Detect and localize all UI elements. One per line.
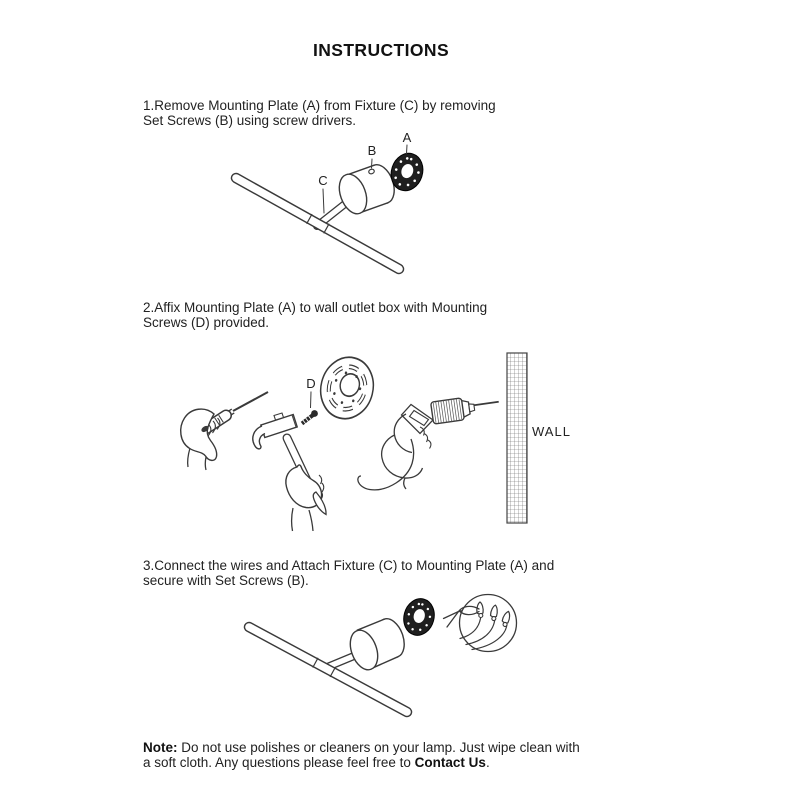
mounting-plate-a-large (314, 352, 379, 425)
contact-us-text: Contact Us (414, 754, 486, 770)
label-d: D (306, 376, 316, 391)
step-3-text (143, 559, 554, 588)
step-3-line-2: secure with Set Screws (B). (143, 572, 309, 588)
wall-label: WALL (532, 424, 571, 439)
hammer-icon (253, 413, 326, 531)
label-a: A (402, 130, 412, 145)
note-line-2: a soft cloth. Any questions please feel free to Contact Us. (143, 754, 490, 770)
step-1-text (143, 99, 496, 128)
step-1-line-2: Set Screws (B) using screw drivers. (143, 112, 357, 128)
note-label: Note: (143, 740, 178, 755)
fixture-canopy (345, 615, 409, 673)
label-c: C (318, 173, 328, 188)
mounting-plate-a (400, 595, 439, 639)
wall-hatch (507, 353, 527, 523)
hand-holding-screwdriver (181, 409, 217, 460)
page-title: INSTRUCTIONS (312, 40, 450, 60)
step-2-line-2: Screws (D) provided. (143, 314, 270, 330)
step-3-diagram (230, 585, 530, 735)
step-1-diagram (180, 130, 460, 290)
wall-section (507, 353, 571, 523)
note-text (143, 741, 580, 770)
lamp-fixture-illustration (236, 130, 428, 269)
label-b: B (367, 143, 377, 158)
note-line-1: Note: Do not use polishes or cleaners on your lamp. Just wipe clean with (143, 740, 580, 755)
step-2-text (143, 301, 487, 330)
wiring-detail-circle (444, 595, 517, 652)
mounting-screw-d (302, 376, 318, 424)
drill-icon (358, 393, 501, 490)
drill-power-cord (358, 439, 414, 490)
step-1-line-1: 1.Remove Mounting Plate (A) from Fixture (C) by removing (143, 98, 496, 113)
step-3-line-1: 3.Connect the wires and Attach Fixture (C) to Mounting Plate (A) and (143, 558, 555, 573)
step-2-diagram (170, 345, 590, 540)
step-2-line-1: 2.Affix Mounting Plate (A) to wall outlet box with Mounting (143, 300, 488, 315)
